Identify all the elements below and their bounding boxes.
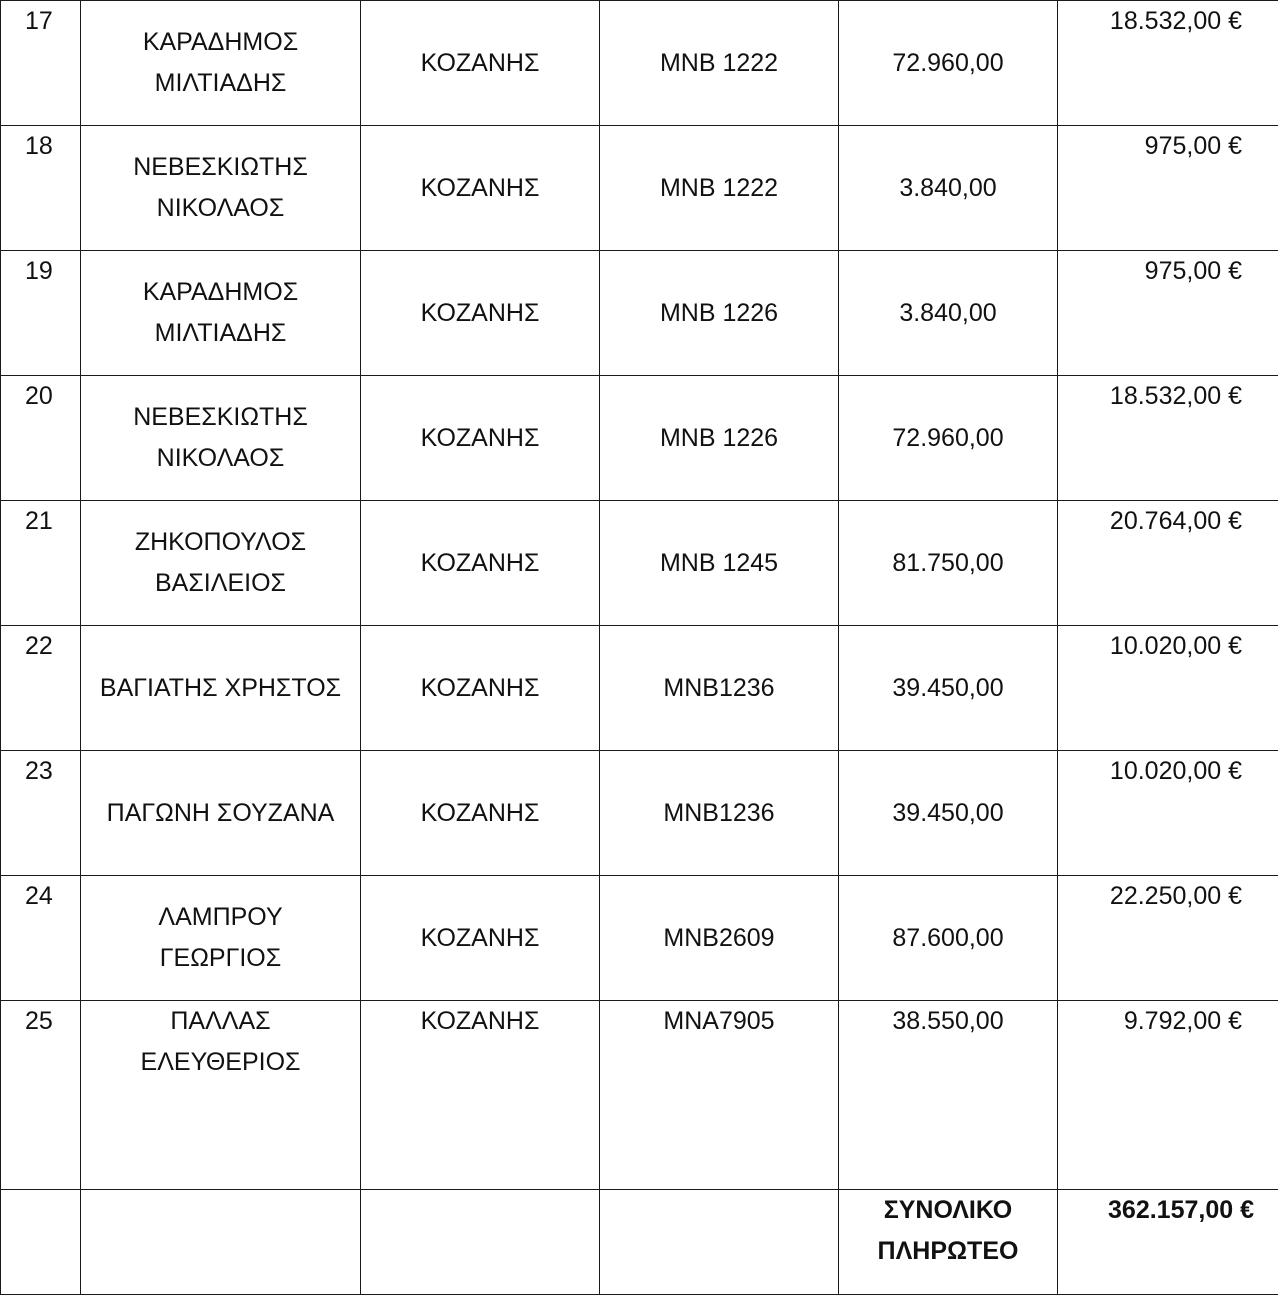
amount: 81.750,00 xyxy=(839,501,1058,626)
table-row xyxy=(1,501,1278,626)
beneficiary-name: ΝΕΒΕΣΚΙΩΤΗΣ ΝΙΚΟΛΑΟΣ xyxy=(133,153,308,222)
payment-amount: 9.792,00 € xyxy=(1058,1001,1278,1190)
plate-number: ΜΝΒ 1226 xyxy=(600,251,839,376)
table-row xyxy=(1,126,1278,251)
beneficiary-name: ΚΑΡΑΔΗΜΟΣ ΜΙΛΤΙΑΔΗΣ xyxy=(142,278,299,347)
total-value: 362.157,00 € xyxy=(1058,1190,1278,1295)
amount: 39.450,00 xyxy=(839,751,1058,876)
amount: 38.550,00 xyxy=(839,1001,1058,1190)
row-number: 19 xyxy=(1,251,81,376)
row-number: 21 xyxy=(1,501,81,626)
plate-number: ΜΝΒ1236 xyxy=(600,626,839,751)
region: ΚΟΖΑΝΗΣ xyxy=(361,126,600,251)
table-row xyxy=(1,1,1278,126)
region: ΚΟΖΑΝΗΣ xyxy=(361,376,600,501)
plate-number: ΜΝΒ1236 xyxy=(600,751,839,876)
region: ΚΟΖΑΝΗΣ xyxy=(361,1001,600,1190)
table-row xyxy=(1,251,1278,376)
plate-number: ΜΝΒ2609 xyxy=(600,876,839,1001)
plate-number: ΜΝΑ7905 xyxy=(600,1001,839,1190)
row-number: 22 xyxy=(1,626,81,751)
empty-cell xyxy=(361,1190,600,1295)
region: ΚΟΖΑΝΗΣ xyxy=(361,626,600,751)
table-row xyxy=(1,1001,1278,1190)
region: ΚΟΖΑΝΗΣ xyxy=(361,501,600,626)
payment-amount: 10.020,00 € xyxy=(1058,751,1278,876)
total-row xyxy=(1,1190,1278,1295)
plate-number: ΜΝΒ 1222 xyxy=(600,126,839,251)
table-row xyxy=(1,626,1278,751)
region: ΚΟΖΑΝΗΣ xyxy=(361,751,600,876)
beneficiary-name: ΝΕΒΕΣΚΙΩΤΗΣ ΝΙΚΟΛΑΟΣ xyxy=(133,403,308,472)
plate-number: ΜΝΒ 1245 xyxy=(600,501,839,626)
plate-number: ΜΝΒ 1222 xyxy=(600,1,839,126)
empty-cell xyxy=(600,1190,839,1295)
amount: 72.960,00 xyxy=(839,1,1058,126)
payment-amount: 975,00 € xyxy=(1058,251,1278,376)
region: ΚΟΖΑΝΗΣ xyxy=(361,1,600,126)
region: ΚΟΖΑΝΗΣ xyxy=(361,251,600,376)
payment-amount: 10.020,00 € xyxy=(1058,626,1278,751)
amount: 3.840,00 xyxy=(839,126,1058,251)
empty-cell xyxy=(1,1190,81,1295)
row-number: 24 xyxy=(1,876,81,1001)
beneficiary-name: ΚΑΡΑΔΗΜΟΣ ΜΙΛΤΙΑΔΗΣ xyxy=(142,28,299,97)
payment-amount: 975,00 € xyxy=(1058,126,1278,251)
amount: 3.840,00 xyxy=(839,251,1058,376)
beneficiary-name: ΛΑΜΠΡΟΥ ΓΕΩΡΓΙΟΣ xyxy=(158,903,283,972)
payment-amount: 18.532,00 € xyxy=(1058,376,1278,501)
beneficiary-name: ΠΑΓΩΝΗ ΣΟΥΖΑΝΑ xyxy=(106,798,335,827)
table-row xyxy=(1,376,1278,501)
row-number: 23 xyxy=(1,751,81,876)
beneficiary-name: ΒΑΓΙΑΤΗΣ ΧΡΗΣΤΟΣ xyxy=(99,673,342,702)
row-number: 17 xyxy=(1,1,81,126)
beneficiary-name: ΖΗΚΟΠΟΥΛΟΣ ΒΑΣΙΛΕΙΟΣ xyxy=(134,528,307,597)
region: ΚΟΖΑΝΗΣ xyxy=(361,876,600,1001)
payment-amount: 22.250,00 € xyxy=(1058,876,1278,1001)
payment-amount: 20.764,00 € xyxy=(1058,501,1278,626)
beneficiary-name: ΠΑΛΛΑΣ ΕΛΕΥΘΕΡΙΟΣ xyxy=(140,1007,301,1076)
row-number: 20 xyxy=(1,376,81,501)
row-number: 25 xyxy=(1,1001,81,1190)
empty-cell xyxy=(81,1190,361,1295)
amount: 72.960,00 xyxy=(839,376,1058,501)
table-row xyxy=(1,876,1278,1001)
table-row xyxy=(1,751,1278,876)
row-number: 18 xyxy=(1,126,81,251)
total-label: ΣΥΝΟΛΙΚΟ ΠΛΗΡΩΤΕΟ xyxy=(877,1196,1019,1265)
amount: 87.600,00 xyxy=(839,876,1058,1001)
amount: 39.450,00 xyxy=(839,626,1058,751)
plate-number: ΜΝΒ 1226 xyxy=(600,376,839,501)
payment-amount: 18.532,00 € xyxy=(1058,1,1278,126)
